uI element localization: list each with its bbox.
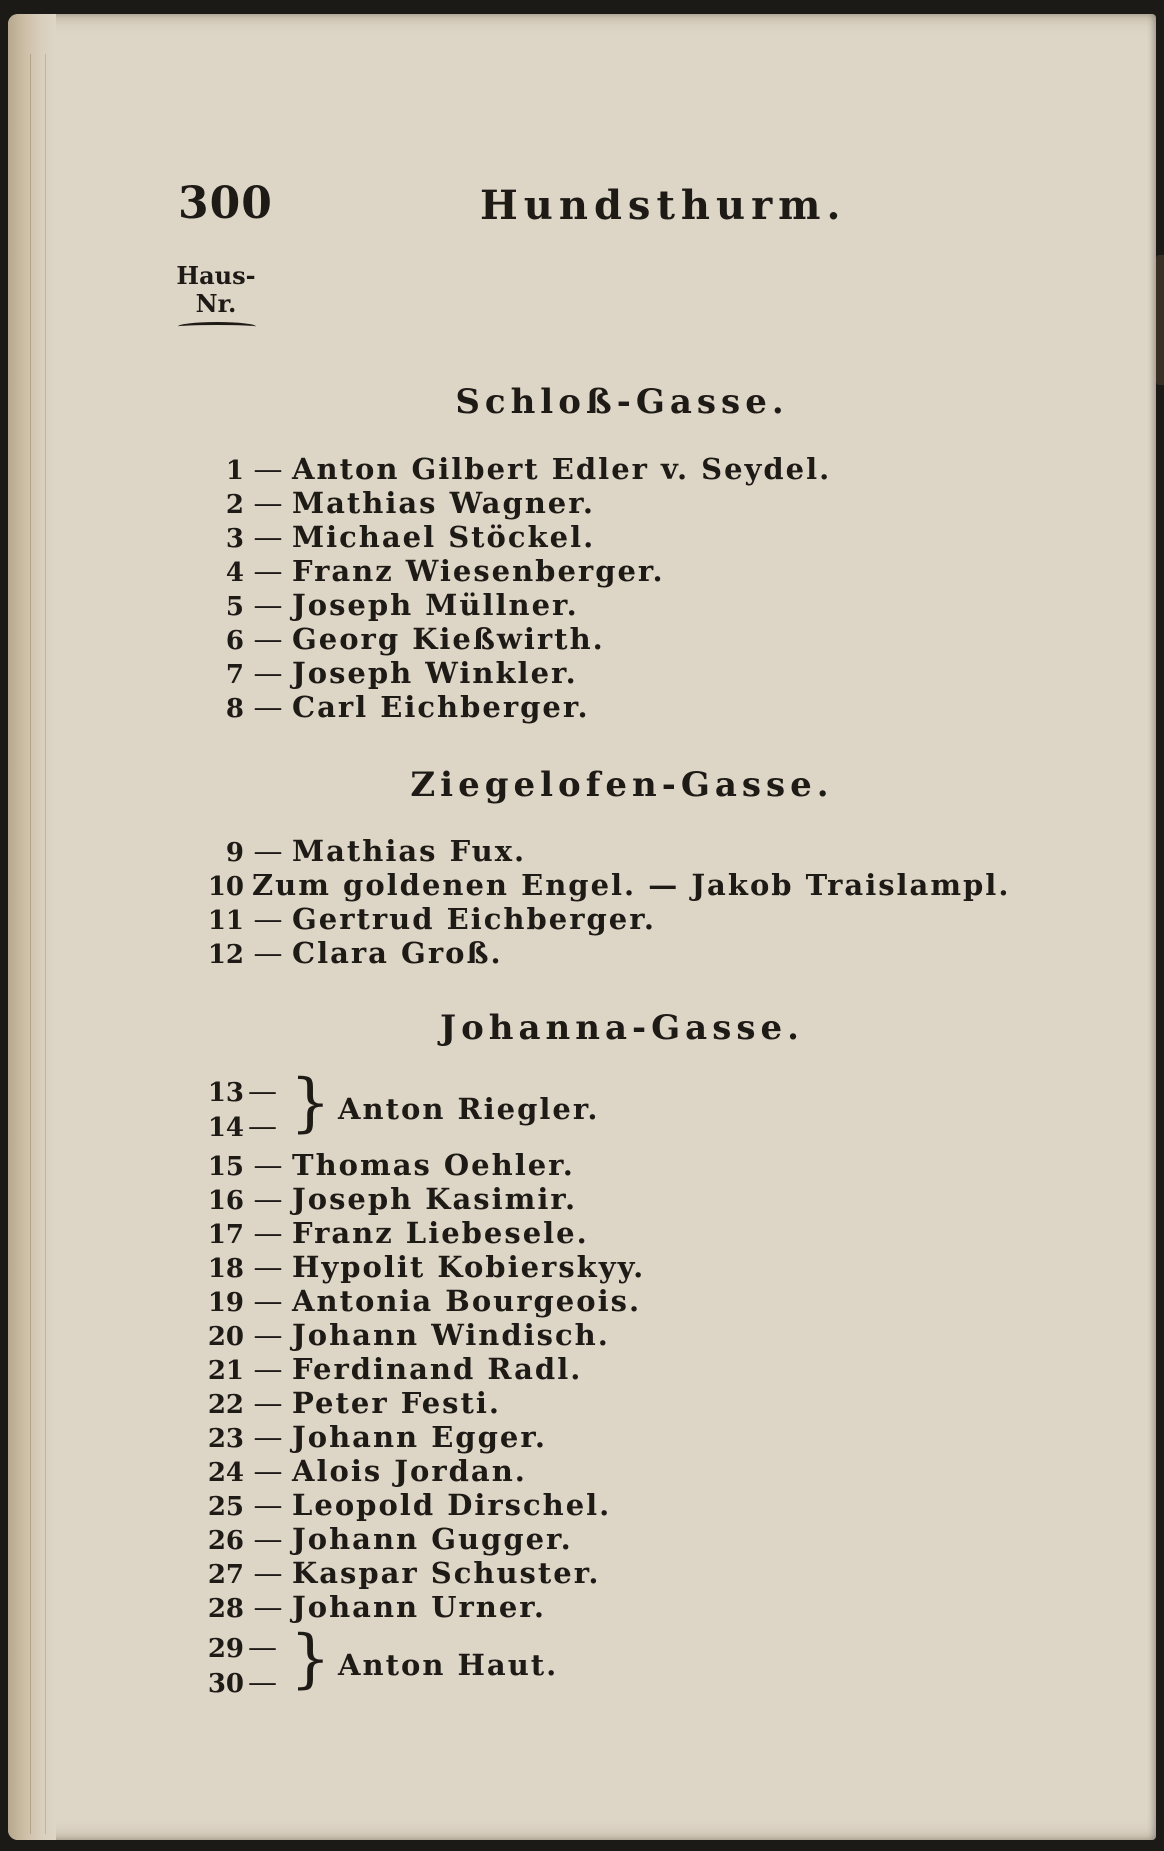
list-item (200, 520, 595, 554)
dash: — (253, 1148, 283, 1182)
list-item (200, 1454, 527, 1488)
dash: — (253, 452, 283, 486)
list-item (200, 1250, 645, 1284)
house-number: 24 (207, 1458, 244, 1488)
house-number-column-label (176, 262, 256, 318)
dash: — (253, 1488, 283, 1522)
resident-name: Johann Windisch. (292, 1318, 610, 1352)
house-number: 18 (207, 1254, 244, 1284)
dash: — (253, 1556, 283, 1590)
resident-name: Georg Kießwirth. (292, 622, 605, 656)
brace: } (290, 1622, 331, 1696)
list-item (200, 1216, 589, 1250)
resident-name: Hypolit Kobierskyy. (292, 1250, 646, 1284)
resident-name: Johann Urner. (292, 1590, 547, 1624)
house-number: 23 (207, 1424, 244, 1454)
house-number: 13 (207, 1078, 244, 1108)
dash: — (253, 1182, 283, 1216)
dash: — (253, 1590, 283, 1624)
list-item (200, 902, 656, 936)
brace: } (290, 1066, 331, 1140)
dash: — (253, 902, 283, 936)
resident-name: Zum goldenen Engel. — Jakob Traislampl. (252, 868, 1011, 902)
list-item (200, 1352, 582, 1386)
resident-name: Anton Gilbert Edler v. Seydel. (292, 452, 832, 486)
grouped-list-item (200, 1622, 559, 1700)
resident-name: Anton Riegler. (338, 1092, 600, 1126)
dash: — (248, 1630, 277, 1664)
dash: — (248, 1109, 277, 1143)
dash: — (253, 1318, 283, 1352)
house-number: 12 (207, 940, 244, 970)
list-item (200, 1284, 641, 1318)
house-number: 7 (225, 660, 244, 690)
list-item (200, 690, 590, 724)
house-number: 15 (207, 1152, 244, 1182)
list-item (200, 936, 503, 970)
house-number: 25 (207, 1492, 244, 1522)
column-label-rule (178, 322, 256, 331)
list-item (200, 868, 1010, 902)
resident-name: Johann Gugger. (292, 1522, 573, 1556)
list-item (200, 1182, 577, 1216)
house-number: 27 (207, 1560, 244, 1590)
dash: — (253, 588, 283, 622)
resident-name: Thomas Oehler. (292, 1148, 575, 1182)
resident-name: Carl Eichberger. (292, 690, 590, 724)
section-title-schloss-gasse: Schloß-Gasse. (455, 382, 789, 422)
resident-name: Alois Jordan. (292, 1454, 527, 1488)
resident-name: Clara Groß. (292, 936, 503, 970)
resident-name: Gertrud Eichberger. (292, 902, 656, 936)
dash: — (253, 1284, 283, 1318)
house-number: 8 (225, 694, 244, 724)
house-number: 21 (207, 1356, 244, 1386)
column-label-line1: Haus- (176, 261, 256, 290)
resident-name: Leopold Dirschel. (292, 1488, 612, 1522)
dash: — (253, 1216, 283, 1250)
grouped-list-item (200, 1066, 600, 1144)
resident-name: Franz Wiesenberger. (292, 554, 665, 588)
dash: — (253, 520, 283, 554)
page-number: 300 (178, 178, 273, 229)
list-item (200, 1488, 611, 1522)
house-number: 28 (207, 1594, 244, 1624)
house-number: 2 (225, 490, 244, 520)
dash: — (253, 656, 283, 690)
list-item (200, 1590, 546, 1624)
house-number: 10 (207, 872, 244, 902)
house-number: 4 (225, 558, 244, 588)
section-title-johanna-gasse: Johanna-Gasse. (440, 1008, 804, 1048)
resident-name: Johann Egger. (292, 1420, 548, 1454)
resident-name: Anton Haut. (338, 1648, 559, 1682)
house-number: 17 (207, 1220, 244, 1250)
list-item (200, 1556, 600, 1590)
dash: — (253, 622, 283, 656)
dash: — (253, 834, 283, 868)
resident-name: Joseph Kasimir. (292, 1182, 578, 1216)
house-number: 29 (207, 1634, 244, 1664)
list-item (200, 1420, 547, 1454)
house-number: 19 (207, 1288, 244, 1318)
resident-name: Ferdinand Radl. (292, 1352, 583, 1386)
house-number: 20 (207, 1322, 244, 1352)
page-edges (30, 54, 46, 1834)
dash: — (253, 1420, 283, 1454)
dash: — (253, 1386, 283, 1420)
list-item (200, 1148, 575, 1182)
resident-name: Antonia Bourgeois. (292, 1284, 642, 1318)
resident-name: Peter Festi. (292, 1386, 501, 1420)
dash: — (253, 554, 283, 588)
list-item (200, 622, 605, 656)
dash: — (253, 936, 283, 970)
house-number: 6 (225, 626, 244, 656)
house-number: 11 (207, 906, 244, 936)
house-number: 5 (225, 592, 244, 622)
dash: — (253, 486, 283, 520)
bookmark-tab (1156, 255, 1164, 385)
list-item (200, 1318, 610, 1352)
resident-name: Joseph Winkler. (292, 656, 578, 690)
running-title: Hundsthurm. (480, 182, 847, 229)
house-number: 16 (207, 1186, 244, 1216)
list-item (200, 834, 526, 868)
book-spine (8, 14, 56, 1840)
list-item (200, 588, 579, 622)
dash: — (248, 1074, 277, 1108)
house-number: 22 (207, 1390, 244, 1420)
resident-name: Mathias Fux. (292, 834, 527, 868)
resident-name: Kaspar Schuster. (292, 1556, 601, 1590)
section-title-ziegelofen-gasse: Ziegelofen-Gasse. (410, 765, 834, 805)
page-header (0, 178, 1164, 238)
house-number: 1 (225, 456, 244, 486)
house-number: 3 (225, 524, 244, 554)
dash: — (248, 1665, 277, 1699)
list-item (200, 554, 665, 588)
list-item (200, 656, 578, 690)
dash: — (253, 1454, 283, 1488)
dash: — (253, 1522, 283, 1556)
column-label-line2: Nr. (195, 289, 237, 318)
resident-name: Michael Stöckel. (292, 520, 596, 554)
house-number: 30 (207, 1669, 244, 1699)
list-item (200, 1522, 573, 1556)
dash: — (253, 1250, 283, 1284)
house-number: 9 (225, 838, 244, 868)
dash: — (253, 690, 283, 724)
resident-name: Mathias Wagner. (292, 486, 595, 520)
list-item (200, 1386, 501, 1420)
dash: — (253, 1352, 283, 1386)
house-number: 26 (207, 1526, 244, 1556)
resident-name: Joseph Müllner. (292, 588, 579, 622)
house-number: 14 (207, 1113, 244, 1143)
list-item (200, 452, 831, 486)
resident-name: Franz Liebesele. (292, 1216, 589, 1250)
list-item (200, 486, 595, 520)
